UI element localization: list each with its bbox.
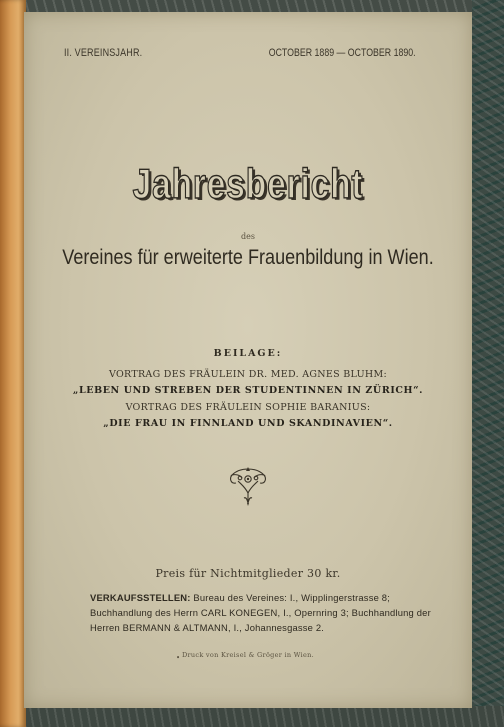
sales-points-text: Bureau des Vereines: I., Wipplingerstrasse 8; Buchhandlung des Herrn CARL KONEGEN, I., Opernring 3; Buchhandlung der Herren BERMANN & ALTMANN, I., Johannesgasse 2. [90,592,431,633]
supplement-lecture-2-title: „DIE FRAU IN FINNLAND UND SKANDINAVIEN“. [103,418,393,429]
title-connector: des [241,232,255,241]
supplement-lecture-1: VORTRAG DES FRÄULEIN DR. MED. AGNES BLUHM: [108,369,388,380]
report-period: OCTOBER 1889 — OCTOBER 1890. [269,47,416,59]
price-notice: Preis für Nichtmitglieder 30 kr. [155,567,341,580]
sales-points-label: VERKAUFSSTELLEN: [90,592,191,603]
supplement-lecture-1-title: „LEBEN UND STREBEN DER STUDENTINNEN IN ZÜRICH“. [72,385,424,396]
supplement-lecture-2: VORTRAG DES FRÄULEIN SOPHIE BARANIUS: [125,402,371,413]
supplement-heading: BEILAGE: [213,348,283,359]
sales-points [90,590,438,635]
vereinsjahr-label: II. VEREINSJAHR. [64,47,143,59]
document-title: Jahresbericht [132,160,364,207]
floral-ornament-icon [226,465,270,507]
book-spine [0,0,26,727]
printer-mark: • [176,654,181,662]
printer-imprint: Druck von Kreisel & Gröger in Wien. [181,651,315,659]
association-name: Vereines für erweiterte Frauenbildung in Wien. [62,246,434,269]
marbled-board-right [472,0,504,727]
marbled-board-bottom [0,706,504,727]
